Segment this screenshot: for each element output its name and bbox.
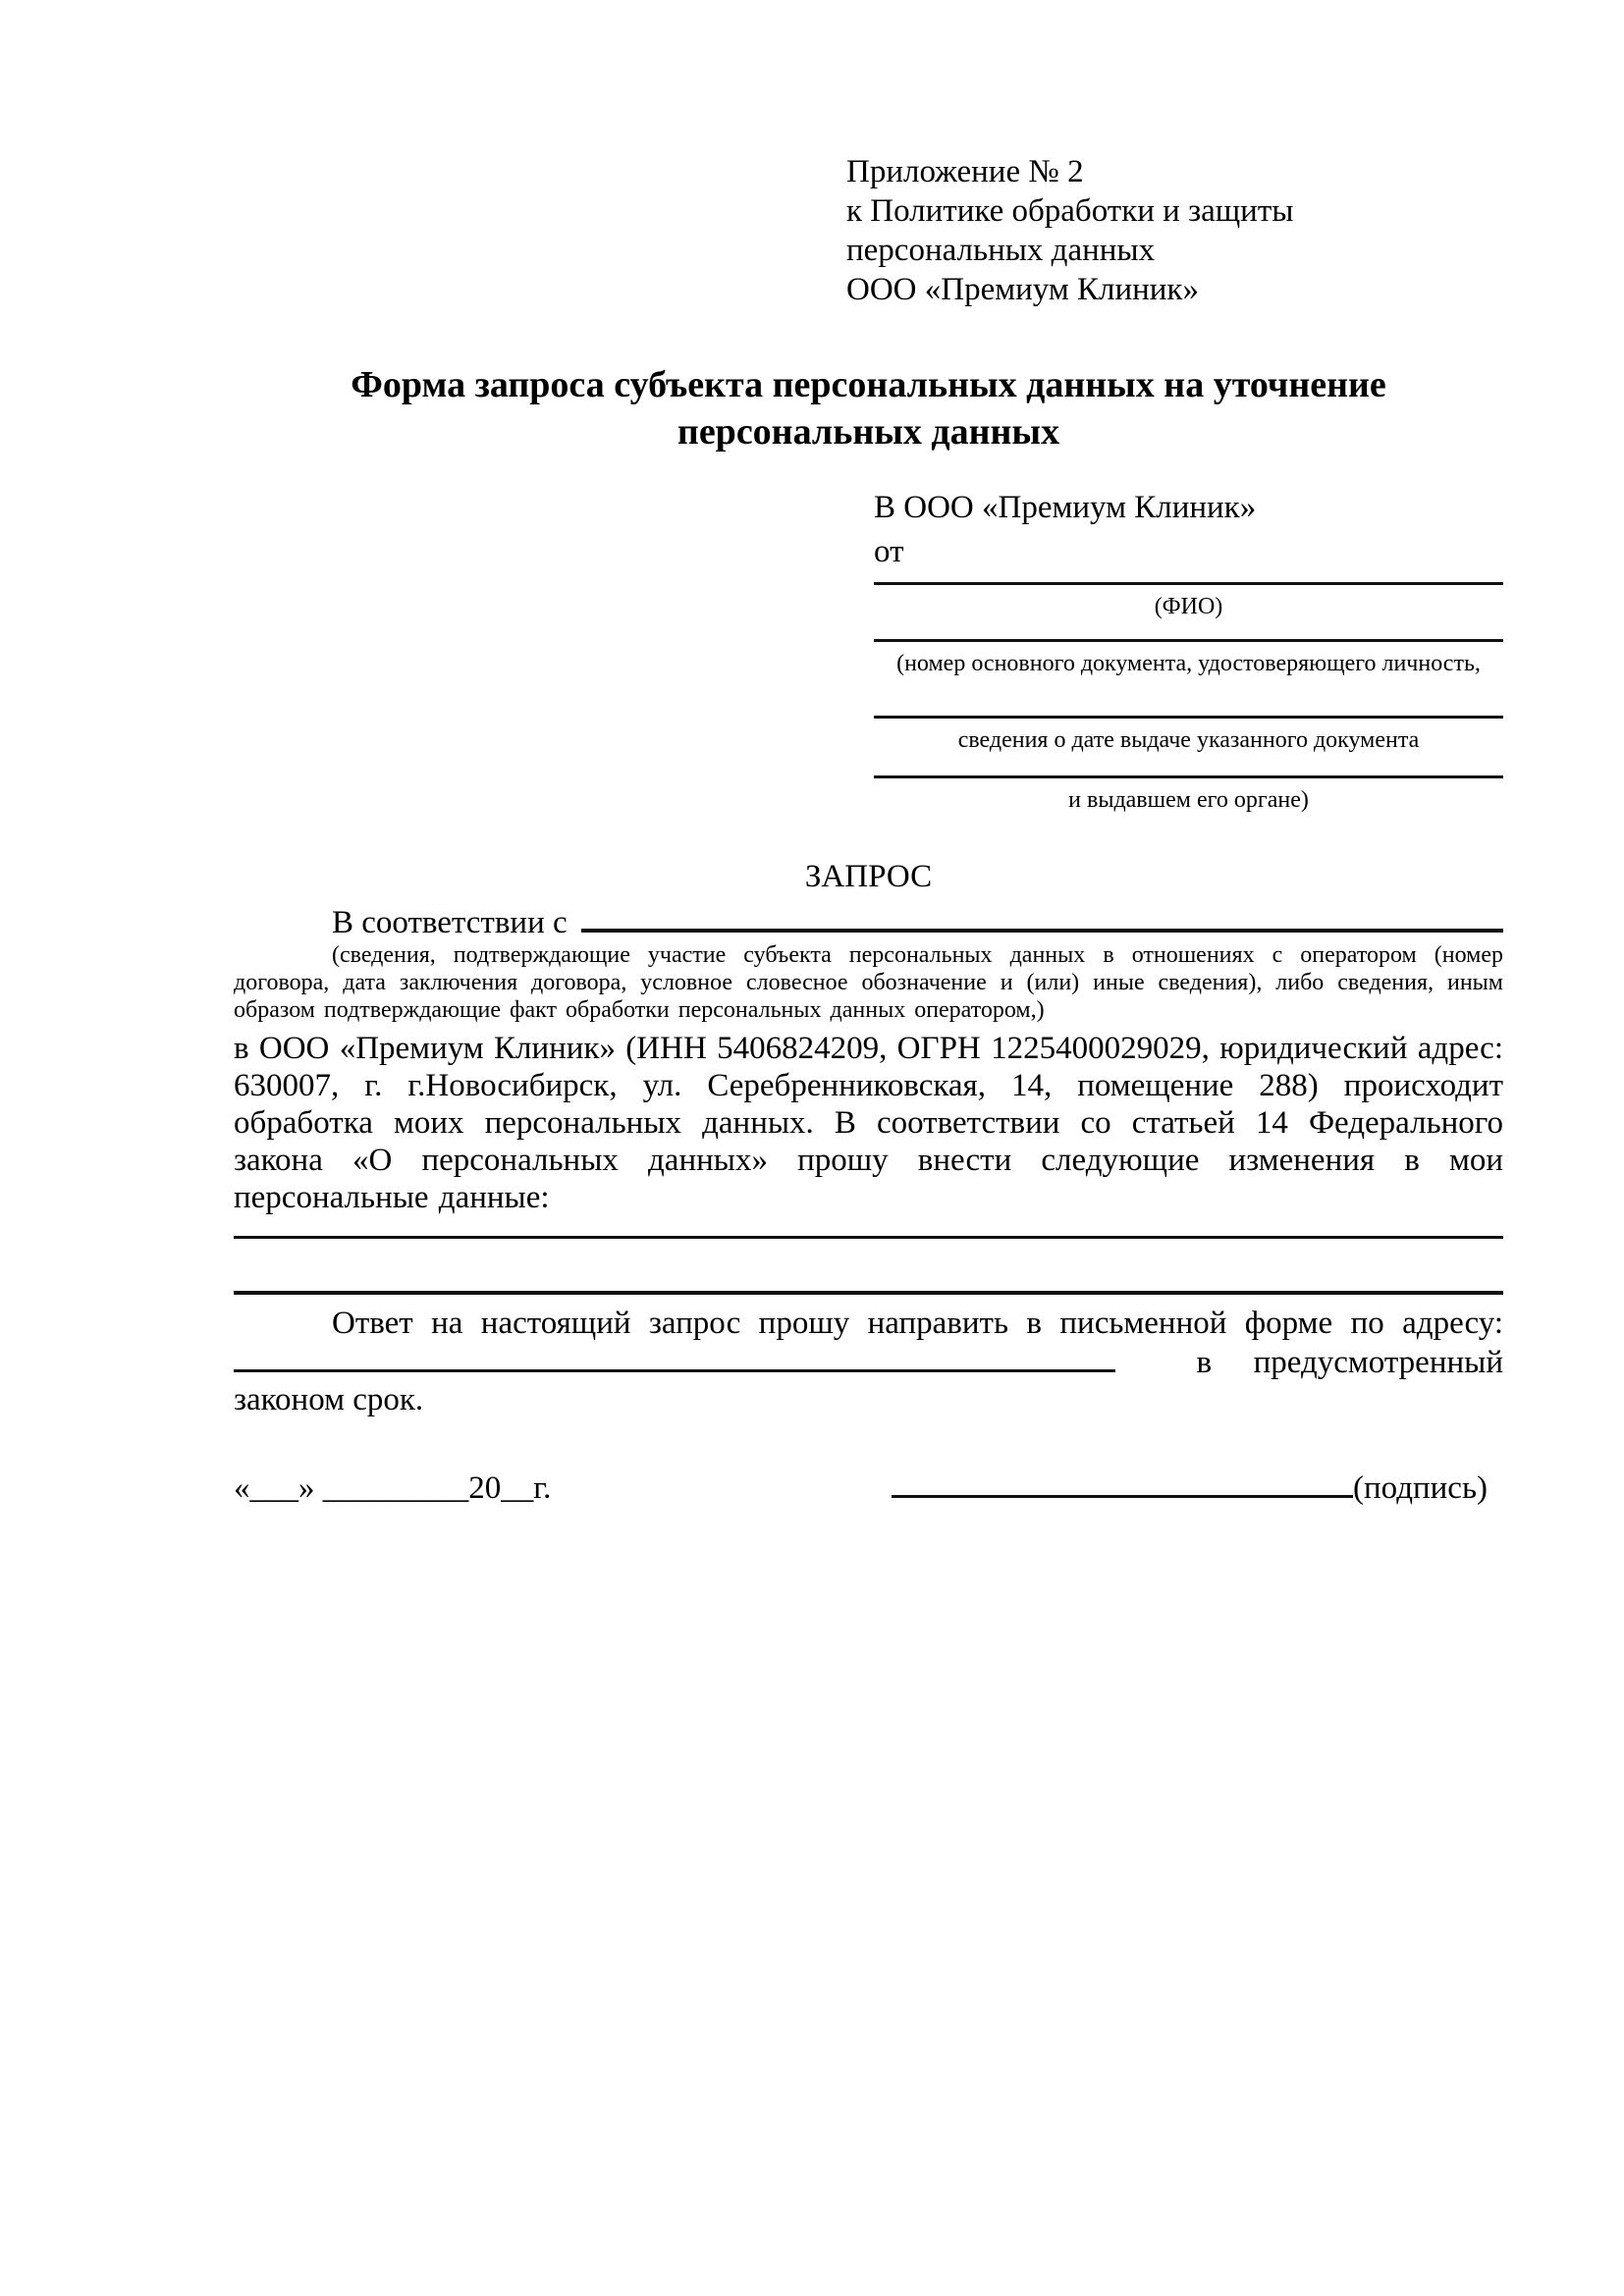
fio-blank-line xyxy=(874,582,1503,585)
request-intro-note: (сведения, подтверждающие участие субъекта персональных данных в отношениях с оператором (номер договора, дата заключения договора, условное словесное обозначение и (или) иные сведения), либо сведения, иным образом подтверждающие факт обработки персональных данных оператором,) xyxy=(234,942,1503,1023)
appendix-header-line: персональных данных xyxy=(846,233,1156,268)
document-content xyxy=(234,152,1503,1508)
reply-word-1: в xyxy=(1196,1345,1213,1380)
appendix-header-line: Приложение № 2 xyxy=(846,154,1084,189)
request-intro-label: В соответствии с xyxy=(332,905,568,940)
addressee-from-label: от xyxy=(874,534,904,569)
page-title: Форма запроса субъекта персональных данных на уточнение персональных данных xyxy=(351,364,1386,453)
document-issuer-caption: и выдавшем его органе) xyxy=(1068,787,1309,813)
appendix-header-line: ООО «Премиум Клиник» xyxy=(846,272,1199,307)
date-signature-row xyxy=(234,1468,1503,1508)
document-issuer-blank-line xyxy=(874,775,1503,778)
reply-paragraph-line-1: Ответ на настоящий запрос прошу направить в письменной форме по адресу: xyxy=(332,1306,1503,1341)
fio-caption: (ФИО) xyxy=(1154,594,1223,619)
changes-blank-line-1 xyxy=(234,1236,1503,1239)
addressee-block xyxy=(874,486,1503,816)
document-date-caption: сведения о дате выдаче указанного документа xyxy=(957,727,1420,753)
appendix-header-line: к Политике обработки и защиты xyxy=(846,193,1294,229)
appendix-header xyxy=(846,152,1503,309)
request-body-paragraph: в ООО «Премиум Клиник» (ИНН 5406824209, ОГРН 1225400029029, юридический адрес: 630007, г. г.Новосибирск, ул. Серебренниковская, 14, помещение 288) происходит обработка моих персональных данных. В соответствии со статьей 14 Федерального закона «О персональных данных» прошу внести следующие изменения в мои персональные данные: xyxy=(234,1031,1503,1215)
addressee-to: В ООО «Премиум Клиник» xyxy=(874,490,1257,525)
request-intro-line xyxy=(234,903,1503,941)
reply-paragraph-line-3: законом срок. xyxy=(234,1382,424,1417)
changes-blank-line-2 xyxy=(234,1291,1503,1295)
reply-word-2: предусмотренный xyxy=(1253,1345,1503,1380)
reply-address-blank-line xyxy=(234,1342,1115,1372)
signature-blank-line xyxy=(892,1468,1353,1498)
document-date-blank-line xyxy=(874,716,1503,719)
document-number-caption: (номер основного документа, удостоверяющего личность, xyxy=(896,651,1481,676)
request-intro-blank-line xyxy=(581,903,1503,933)
signature-caption: (подпись) xyxy=(1353,1470,1488,1506)
date-blank-line: «___» _________20__г. xyxy=(234,1470,552,1506)
document-number-blank-line xyxy=(874,639,1503,642)
request-heading: ЗАПРОС xyxy=(804,859,933,894)
reply-address-line xyxy=(234,1342,1503,1381)
signature-area xyxy=(892,1468,1488,1508)
